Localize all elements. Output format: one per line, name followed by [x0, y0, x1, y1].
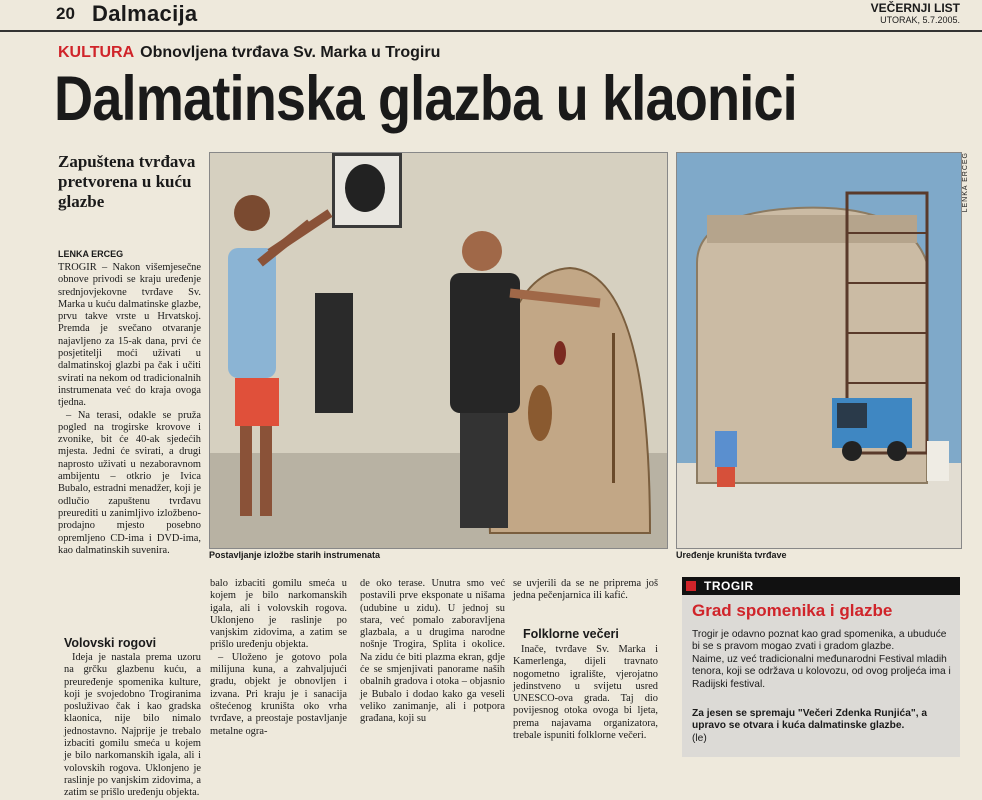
paragraph: Ideja je nastala prema uzoru na grčku glazbenu kuću, a preuređenje spomenika kulture, koji je svojedobno Trogiranima posluživao čak i kao gradska klaonica, nije bilo nimalo jednostavno. Najprije je trebalo izbaciti gomilu smeća u kojem je bilo narkomanskih igala, ali i volovskih rogova. Uklonjeno je raslinje po vanjskim zidovima, a zatim se prišlo uređenju objekta. — [64, 652, 201, 799]
article-column-4-continued — [513, 644, 658, 742]
kicker-category: KULTURA — [58, 44, 135, 61]
byline: LENKA ERCEG — [58, 249, 124, 259]
sidebar-paragraph: Naime, uz već tradicionalni međunarodni Festival mladih tenora, koji se održava u kolovozu, od ovog proljeća ima i Radijski festival. — [692, 653, 951, 690]
article-column-2 — [210, 578, 347, 738]
photo-credit: LENKA ERCEG — [962, 152, 969, 213]
photo-caption: Postavljanje izložbe starih instrumenata — [209, 550, 381, 560]
paragraph: TROGIR – Nakon višemjesečne obnove privodi se kraju uređenje srednjovjekovne tvrđave Sv. Marka u kuću dalmatinske glazbe, prvu takve vrste u Hrvatskoj. Premda je svečano otvaranje najavljeno za 15-ak dana, prvi će posjetitelji moći uživati u dalmatinskoj glazbi pa čak i učiti svirati na nekom od tradicionalnih instrumenata već do kraja ovoga tjedna. — [58, 262, 201, 409]
sidebar-title: Grad spomenika i glazbe — [692, 601, 893, 620]
sidebar-body — [692, 629, 954, 691]
subheading: Volovski rogovi — [64, 636, 157, 650]
sidebar-signature: (le) — [692, 733, 707, 744]
sidebar-paragraph: Trogir je odavno poznat kao grad spomenika, a ubuduće bi se s pravom mogao zvati i gradom glazbe. — [692, 629, 947, 653]
deck: Zapuštena tvrđava pretvorena u kuću glazbe — [58, 152, 196, 211]
article-column-4 — [513, 578, 658, 603]
red-square-icon — [686, 581, 696, 591]
subheading: Folklorne večeri — [523, 627, 619, 641]
publication-date: UTORAK, 5.7.2005. — [880, 15, 960, 25]
paragraph: de oko terase. Unutra smo već postavili prve eksponate u nišama (udubine u zidu). U jednoj su stara, već pomalo zaboravljena glazbala, a u drugima narodne nošnje Trogira, Splita i okolice. Na zidu će biti plazma ekran, gdje će se smjenjivati panorame naših obalnih gradova i otoka – objasnio je Bubalo i dodao kako ga veseli veliko zanimanje, ali i potpora građana, koji su — [360, 578, 505, 725]
kicker — [58, 44, 440, 62]
photo-instruments-exhibit — [209, 152, 668, 549]
section-title: Dalmacija — [92, 1, 198, 26]
photo-caption: Uređenje kruništa tvrđave — [676, 550, 787, 560]
page-number: 20 — [56, 4, 75, 23]
sidebar-box — [682, 577, 960, 757]
publication-name: VEČERNJI LIST — [870, 1, 960, 15]
article-column-1-continued — [64, 652, 201, 799]
photo-illustration — [677, 153, 961, 548]
article-column-3 — [360, 578, 505, 726]
paragraph: – Uloženo je gotovo pola milijuna kuna, a zahvaljujući gradu, objekt je obnovljen i izvana. Pri kraju je i sanacija oštećenog kruništa oko vrha tvrđave, a preostaje postavljanje metalne ogra- — [210, 651, 347, 737]
paragraph: balo izbaciti gomilu smeća u kojem je bilo narkomanskih igala, ali i volovskih rogova. Uklonjeno je raslinje po vanjskim zidovima, a zatim se prišlo uređenju objekta. — [210, 578, 347, 651]
photo-illustration — [210, 153, 667, 548]
photo-fortress — [676, 152, 962, 549]
paragraph: se uvjerili da se ne priprema još jedna pečenjarnica ili kafić. — [513, 578, 658, 602]
headline: Dalmatinska glazba u klaonici — [54, 64, 797, 134]
kicker-subtitle: Obnovljena tvrđava Sv. Marka u Trogiru — [140, 44, 441, 61]
paragraph: Inače, tvrđave Sv. Marka i Kamerlenga, dijeli travnato nogometno igralište, vjerojatno jedinstveno u svijetu usred UNESCO-ova grada. Taj dio povijesnog otoka ovoga bi ljeta, prema najavama organizatora, trebale ispuniti folklorne večeri. — [513, 644, 658, 742]
article-column-1 — [58, 262, 201, 557]
paragraph: – Na terasi, odakle se pruža pogled na trogirske krovove i zvonike, bit će 40-ak sjedećih mjesta. Jedni će svirati, a drugi naprosto uživati u nezaboravnom ambijentu – otkrio je Ivica Bubalo, estradni menadžer, koji je odlučio zapuštenu tvrđavu preurediti u zanimljivo izložbeno-prodajno mjesto posebno opremljeno CD-ima i DVD-ima, kao dalmatinskih suvenira. — [58, 409, 201, 556]
sidebar-bold-text: Za jesen se spremaju "Večeri Zdenka Runjića", a upravo se otvara i kuća dalmatinske glazbe. — [692, 708, 928, 732]
sidebar-tag: TROGIR — [704, 579, 754, 593]
